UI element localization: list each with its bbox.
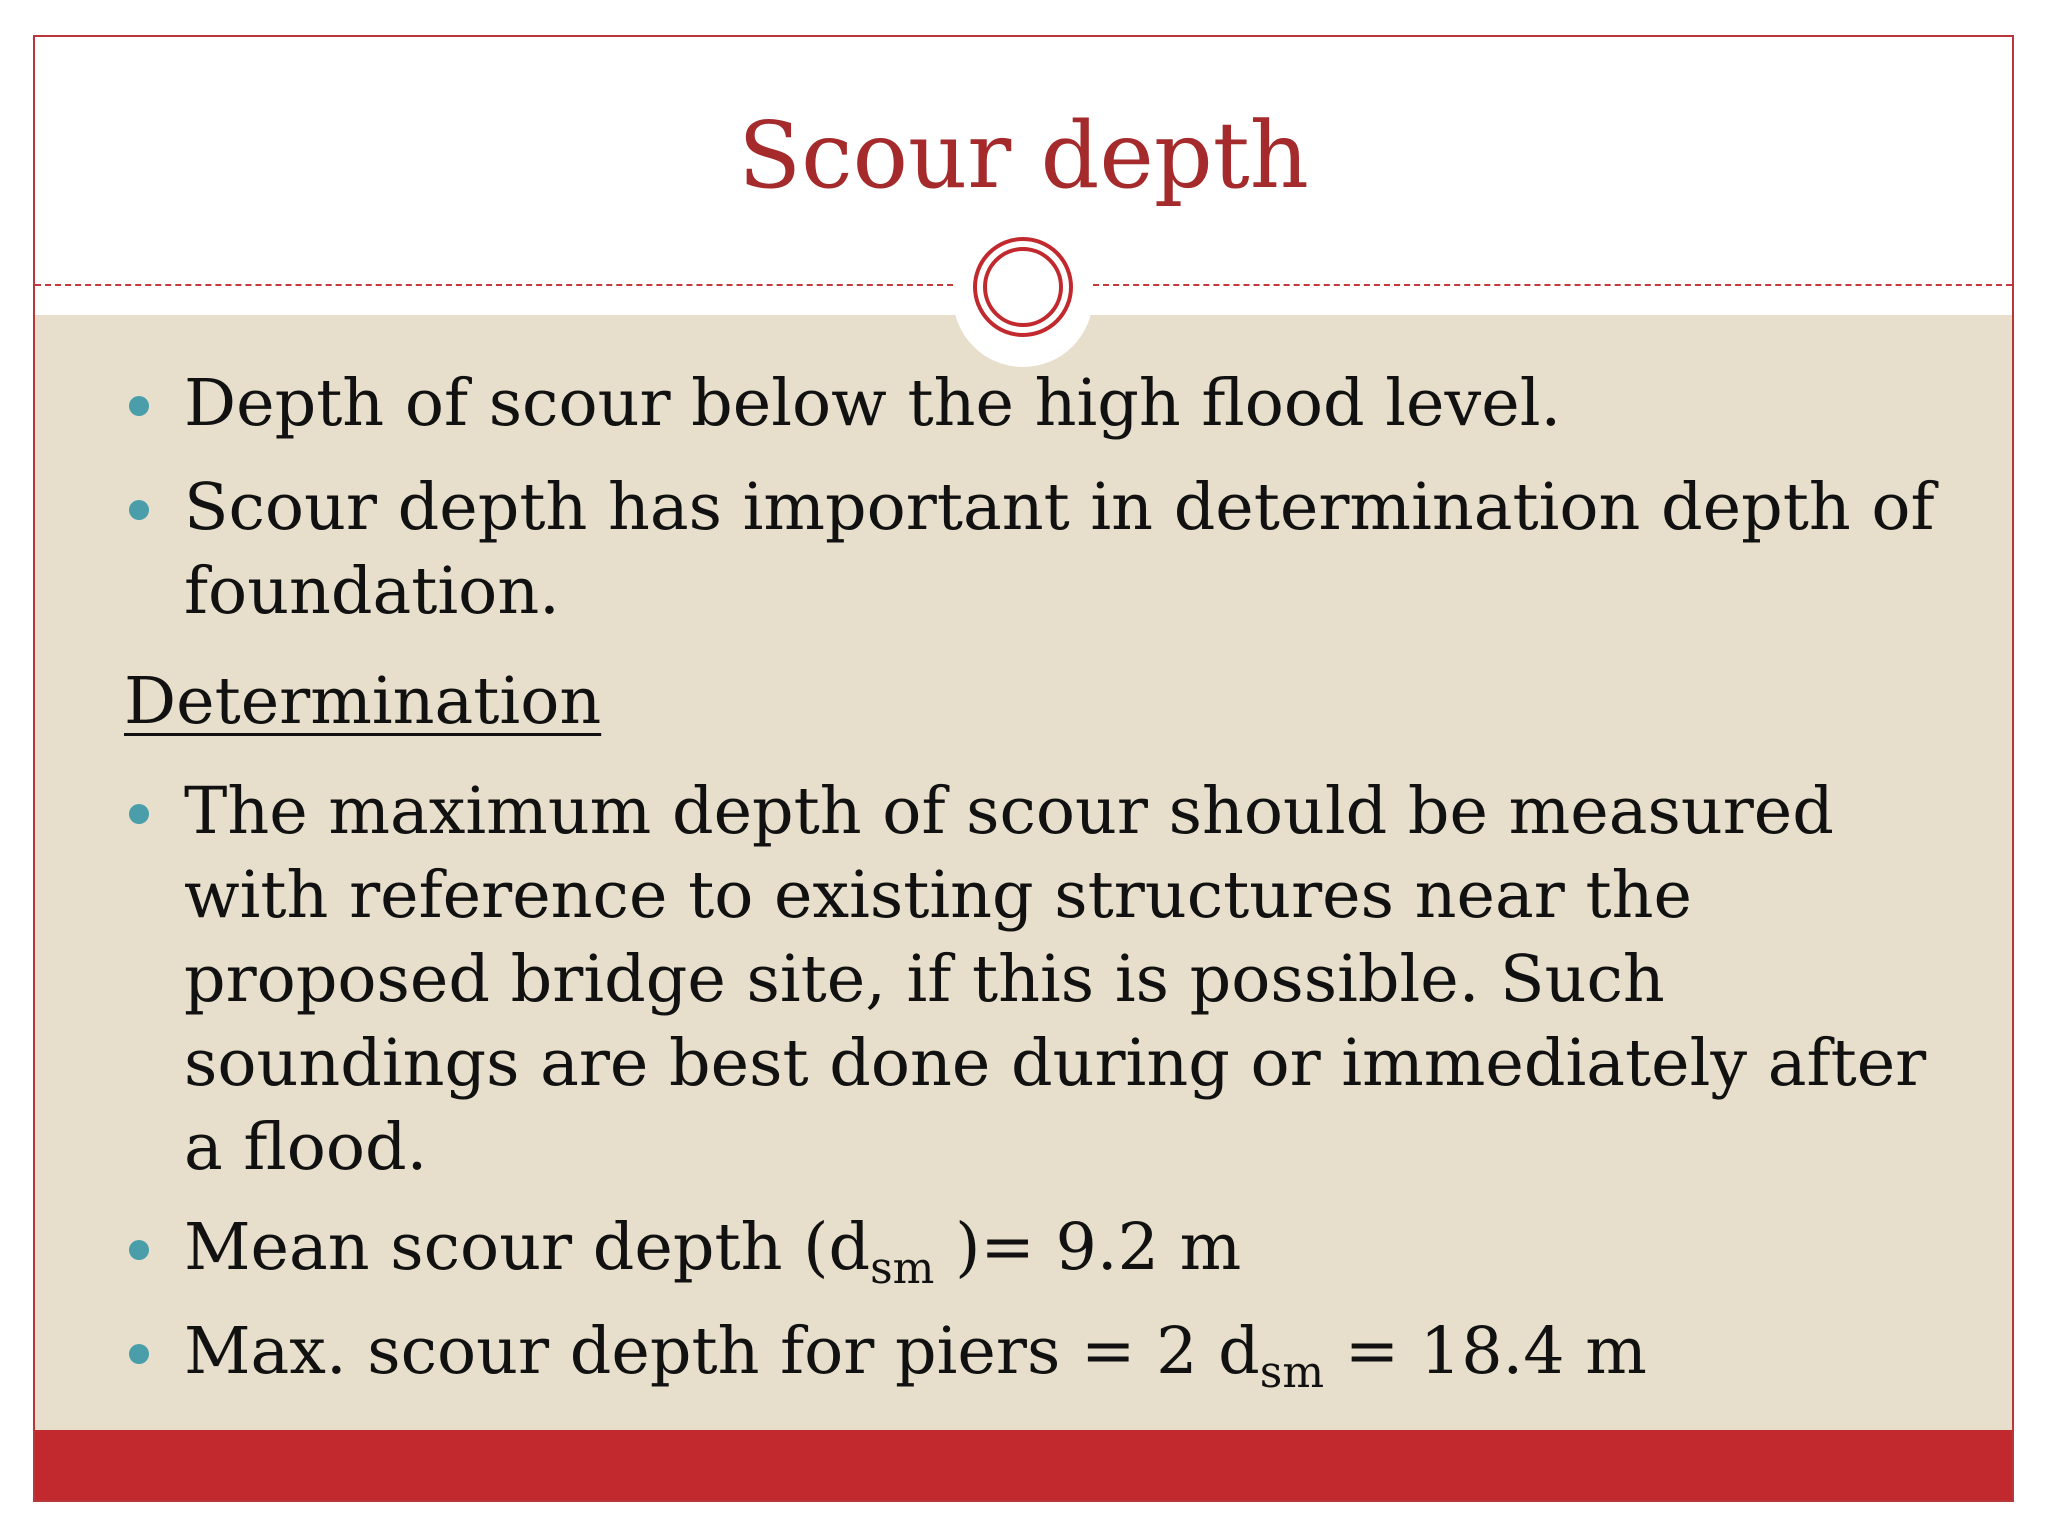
max-scour-prefix: Max. scour depth for piers = 2 d bbox=[184, 1314, 1260, 1389]
header-divider-left bbox=[35, 284, 953, 286]
mean-scour-suffix: )= 9.2 m bbox=[934, 1210, 1242, 1285]
bullet-icon bbox=[129, 1240, 149, 1260]
double-ring-circle-icon bbox=[971, 235, 1075, 339]
max-scour-suffix: = 18.4 m bbox=[1324, 1314, 1647, 1389]
mean-scour-prefix: Mean scour depth (d bbox=[184, 1210, 871, 1285]
footer-bar bbox=[35, 1430, 2012, 1500]
slide-title: Scour depth bbox=[738, 102, 1309, 209]
bullet-item bbox=[91, 770, 1961, 1190]
max-scour-subscript: sm bbox=[1259, 1347, 1325, 1398]
bullet-text: Scour depth has important in determination depth of foundation. bbox=[184, 470, 1935, 629]
bullet-text: The maximum depth of scour should be measured with reference to existing structures near the proposed bridge site, if this is possible. Such soundings are best done during or immediately after a flood. bbox=[184, 774, 1927, 1185]
header-divider-right bbox=[1093, 284, 2012, 286]
bullet-item bbox=[91, 466, 1961, 634]
section-heading: Determination bbox=[124, 664, 602, 739]
slide-content bbox=[91, 362, 1961, 1398]
bullet-icon bbox=[129, 804, 149, 824]
bullet-icon bbox=[129, 1344, 149, 1364]
bullet-item-mean-scour bbox=[91, 1206, 1961, 1294]
bullet-item bbox=[91, 362, 1961, 446]
mean-scour-subscript: sm bbox=[870, 1243, 935, 1294]
bullet-text: Depth of scour below the high flood level. bbox=[184, 366, 1562, 441]
bullet-item-max-scour bbox=[91, 1310, 1961, 1398]
slide bbox=[33, 35, 2014, 1502]
bullet-icon bbox=[129, 500, 149, 520]
bullet-icon bbox=[129, 396, 149, 416]
